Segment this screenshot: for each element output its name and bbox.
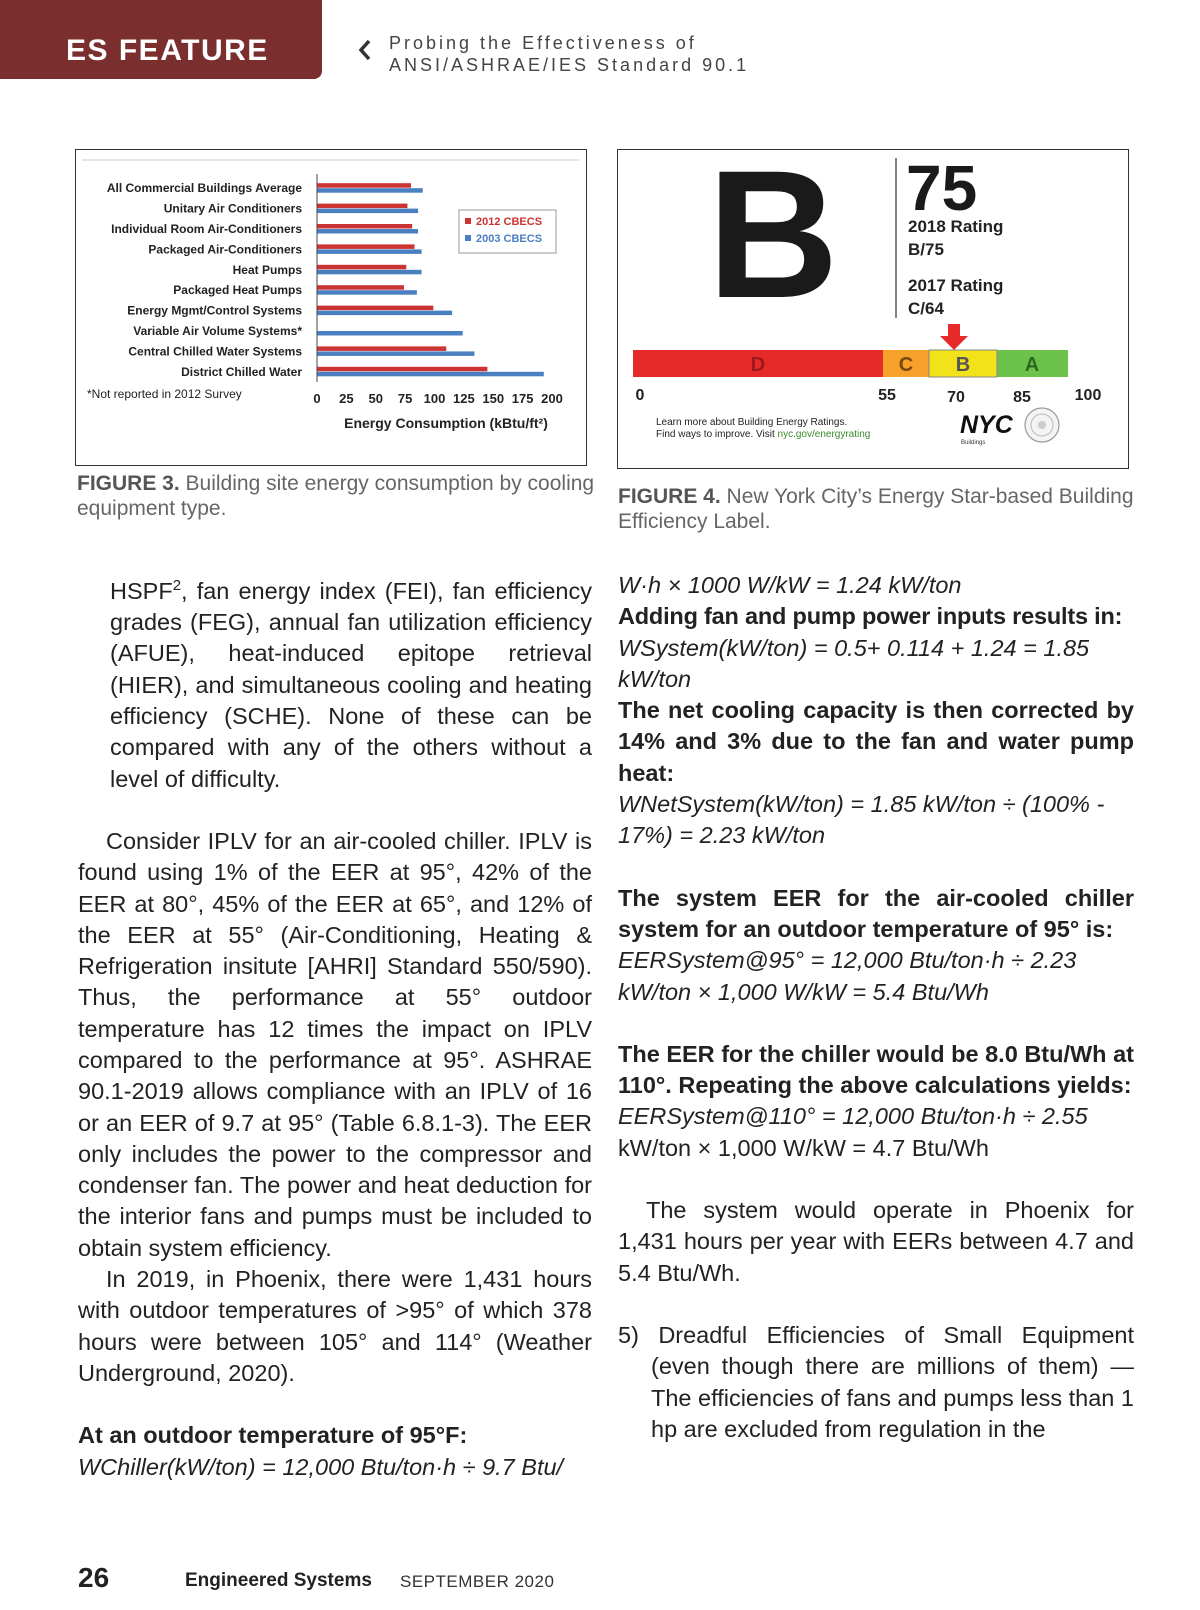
nyc-seal-icon [1025,408,1059,442]
figure-3-caption-text: Building site energy consumption by cooling equipment type. [77,472,595,520]
bar-2003 [317,311,452,316]
bar-2003 [317,249,422,254]
equation-eer110-line1: EERSystem@110° = 12,000 Btu/ton·h ÷ 2.55 [618,1103,1088,1130]
bar-2012 [317,183,411,188]
category-label: Energy Mgmt/Control Systems [127,303,302,318]
heading-fan-pump: Adding fan and pump power inputs results in: [618,603,1123,630]
hspf-superscript: 2 [172,577,182,594]
bar-2012 [317,285,404,290]
paragraph-standards [78,570,592,795]
score-arrow-icon [940,324,968,350]
running-title[interactable] [389,32,749,76]
band-c-label: C [898,354,914,376]
x-tick-label: 175 [511,391,534,406]
x-axis-label: Energy Consumption (kBtu/ft²) [344,415,548,431]
figure-4-caption-label: FIGURE 4. [618,485,721,508]
score-number: 75 [906,152,978,224]
category-label: Unitary Air Conditioners [163,201,302,216]
legend-label-2012: 2012 CBECS [476,216,543,228]
category-label: District Chilled Water [181,364,302,379]
chart-footnote: *Not reported in 2012 Survey [87,387,242,401]
equation-wnetsystem: WNetSystem(kW/ton) = 1.85 kW/ton ÷ (100% - 17%) = 2.23 kW/ton [618,791,1105,849]
band-a-label: A [1024,354,1040,376]
equation-eer110-line2: kW/ton × 1,000 W/kW = 4.7 Btu/Wh [618,1134,989,1161]
paragraph-phoenix-hours: The system would operate in Phoenix for 1,431 hours per year with EERs between 4.7 and 5.4 Btu/Wh. [618,1197,1134,1286]
bar-2003 [317,229,418,234]
category-label: Packaged Heat Pumps [173,283,302,298]
rating-2018-label: 2018 Rating [908,217,1004,236]
bar-2012 [317,306,433,311]
category-label: Variable Air Volume Systems* [133,324,302,338]
bar-2012 [317,265,406,270]
hspf-text: HSPF [110,577,173,604]
scale-100: 100 [1074,387,1102,404]
bar-2003 [317,209,418,214]
bar-2003 [317,290,417,295]
chart-legend [459,210,556,253]
paragraph-phoenix: In 2019, in Phoenix, there were 1,431 hours with outdoor temperatures of >95° of which 378 hours were between 105° and 114° (Weather Underground, 2020). [78,1266,592,1386]
rating-2018-value: B/75 [908,240,944,259]
category-label: Central Chilled Water Systems [128,344,302,359]
figure-4-caption [618,484,1138,534]
x-tick-label: 25 [339,391,354,406]
chevron-left-icon[interactable] [356,38,374,62]
bar-2003 [317,372,544,377]
x-tick-label: 0 [313,391,321,406]
issue-date: SEPTEMBER 2020 [400,1572,555,1591]
category-label: Packaged Air-Conditioners [148,242,302,257]
bar-2003 [317,351,474,356]
bar-2012 [317,204,407,209]
nyc-logo: NYC [960,411,1013,439]
bar-2012 [317,224,412,229]
bar-2012 [317,346,446,351]
legend-label-2003: 2003 CBECS [476,233,543,245]
scale-70: 70 [947,389,965,406]
bar-2012 [317,367,487,372]
scale-55: 55 [878,387,896,404]
svg-text:Find ways to improve. Visit ny [656,429,870,440]
page-number: 26 [78,1562,110,1593]
paragraph-small-equipment: 5) Dreadful Efficiencies of Small Equipment (even though there are millions of them) — The efficiencies of fans and pumps less than 1 hp are excluded from regulation in the [618,1321,1134,1442]
category-label: All Commercial Buildings Average [106,181,302,196]
section-tab-label: ES FEATURE [66,34,269,67]
category-label: Heat Pumps [232,262,302,277]
legend-swatch-2003 [465,235,471,241]
bar-2003 [317,188,423,193]
learn-more-text: Learn more about Building Energy Ratings. [656,417,848,428]
x-tick-label: 200 [541,391,563,406]
equation-wchiller-cont: W·h × 1000 W/kW = 1.24 kW/ton [618,572,962,598]
equation-wsystem: WSystem(kW/ton) = 0.5+ 0.114 + 1.24 = 1.85 kW/ton [618,634,1090,692]
heading-system-eer: The system EER for the air-cooled chiller system for an outdoor temperature of 95° is: [618,884,1134,942]
figure-4-caption-text: New York City’s Energy Star-based Building Efficiency Label. [618,485,1134,533]
heading-net-cooling: The net cooling capacity is then corrected by 14% and 3% due to the fan and water pump heat: [618,697,1134,786]
figure-3-caption-label: FIGURE 3. [77,472,180,495]
right-column [618,570,1134,1445]
grade-letter: B [707,150,839,336]
scale-85: 85 [1013,389,1031,406]
x-tick-label: 100 [423,391,446,406]
heading-95f: At an outdoor temperature of 95°F: [78,1422,468,1449]
band-b-label: B [955,354,971,376]
left-column [78,570,592,1483]
rating-2017-value: C/64 [908,299,944,318]
paragraph-standards-text: , fan energy index (FEI), fan efficiency grades (FEG), annual fan utilization efficiency (AFUE), heat-induced epitope retrieval (HIER), and simultaneous cooling and heating efficiency (SCHE). None of these can be compared with any of the others without a level of difficulty. [110,577,592,792]
bar-2003 [317,270,422,275]
learn-more-prefix: Find ways to improve. Visit [656,429,778,440]
nyc-logo-sub: Buildings [961,440,986,446]
figure-3-caption [77,471,597,521]
running-title-line2: ANSI/ASHRAE/IES Standard 90.1 [389,55,750,75]
figure-4-label [617,149,1129,469]
energy-rating-label [618,150,1127,467]
legend-swatch-2012 [465,218,471,224]
band-d-label: D [750,354,766,376]
heading-eer110: The EER for the chiller would be 8.0 Btu/Wh at 110°. Repeating the above calculations yields: [618,1040,1134,1099]
category-label: Individual Room Air-Conditioners [111,222,302,236]
magazine-name: Engineered Systems [185,1570,372,1591]
x-tick-label: 75 [397,391,413,406]
equation-wchiller: WChiller(kW/ton) = 12,000 Btu/ton·h ÷ 9.7 Btu/ [78,1453,564,1480]
energy-rating-link[interactable]: nyc.gov/energyrating [777,429,871,440]
paragraph-iplv: Consider IPLV for an air-cooled chiller. IPLV is found using 1% of the EER at 95°, 42% of the EER at 80°, 45% of the EER at 65°, and 12% of the EER at 55° (Air-Conditioning, Heating & Refrigeration insitute [AHRI] Standard 550/590). Thus, the performance at 55° outdoor temperature has 12 times the impact on IPLV compared to the performance at 95°. ASHRAE 90.1-2019 allows compliance with an IPLV of 16 or an EER of 9.7 at 95° (Table 6.8.1-3). The EER only includes the power to the compressor and condenser fan. The power and heat deduction for the interior fans and pumps must be included to obtain system efficiency. [78,827,592,1261]
bar-2012 [317,244,415,249]
figure-3-chart [75,149,587,466]
x-tick-label: 150 [482,391,505,406]
equation-eer95: EERSystem@95° = 12,000 Btu/ton·h ÷ 2.23 kW/ton × 1,000 W/kW = 5.4 Btu/Wh [618,947,1077,1005]
x-tick-label: 50 [368,391,383,406]
rating-2017-label: 2017 Rating [908,276,1004,295]
bar-chart [76,150,585,464]
scale-0: 0 [635,387,645,404]
section-tab [0,0,322,79]
bar-2003 [317,331,463,336]
x-tick-label: 125 [453,391,475,406]
running-title-line1: Probing the Effectiveness of [389,33,697,53]
